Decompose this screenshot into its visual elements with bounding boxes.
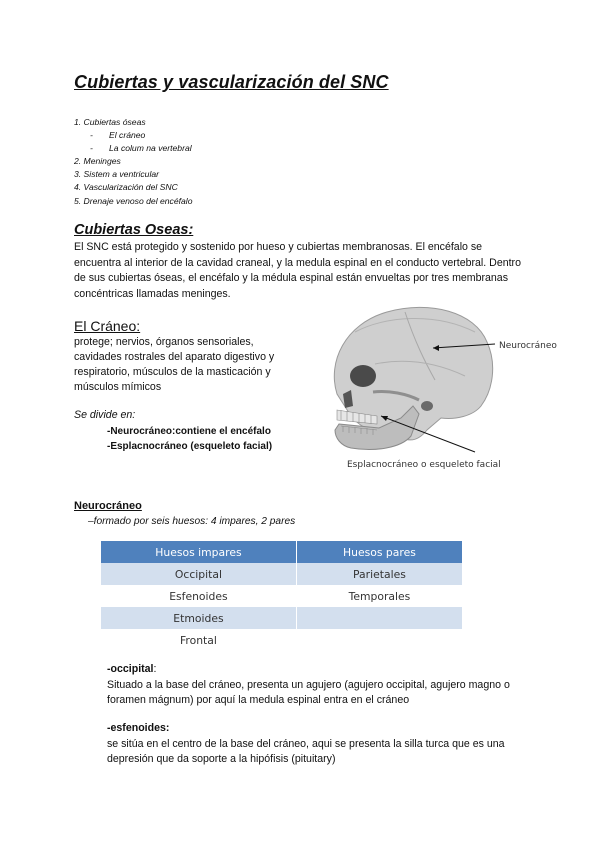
table-cell: Temporales [296, 585, 462, 607]
table-row [101, 563, 463, 585]
section-heading-craneo: El Cráneo: [74, 318, 141, 334]
table-cell: Occipital [101, 563, 296, 585]
toc-subitem-label: La colum na vertebral [109, 143, 192, 154]
table-cell [296, 607, 462, 629]
esfenoides-label: -esfenoides: [107, 722, 170, 734]
figure-label-neurocraneo: Neurocráneo [499, 341, 557, 351]
table-header-cell: Huesos pares [296, 541, 462, 563]
occipital-block [107, 662, 537, 709]
table-cell: Etmoides [101, 607, 296, 629]
section-body-craneo: protege; nervios, órganos sensoriales, cavidades rostrales del aparato digestivo y respiratorio, músculos de la masticación y músculos mímicos [74, 336, 275, 393]
table-cell: Parietales [296, 563, 462, 585]
toc-subitem [74, 142, 192, 155]
se-divide-label: Se divide en: [74, 409, 136, 421]
section-heading-oseas: Cubiertas Oseas: [74, 222, 194, 238]
table-of-contents [74, 116, 192, 208]
toc-item: 3. Sistem a ventricular [74, 169, 160, 180]
document-title: Cubiertas y vascularización del SNC [74, 72, 389, 92]
occipital-label: -occipital [107, 663, 154, 675]
toc-item: 1. Cubiertas óseas [74, 117, 146, 127]
toc-dash: - [90, 143, 93, 154]
toc-item: 5. Drenaje venoso del encéfalo [74, 195, 193, 206]
table-cell: Frontal [101, 629, 296, 651]
skull-figure [315, 302, 580, 474]
table-header-cell: Huesos impares [101, 541, 296, 563]
table-cell: Esfenoides [101, 585, 296, 607]
esfenoides-block [107, 721, 537, 768]
table-cell [296, 629, 462, 651]
esfenoides-body: se sitúa en el centro de la base del cráneo, aqui se presenta la silla turca que es una depresión que da soporte a la hipófisis (pituitary) [107, 737, 505, 765]
division-list [107, 424, 272, 454]
toc-dash: - [90, 130, 93, 141]
division-item: -Esplacnocráneo (esqueleto facial) [107, 441, 273, 452]
occipital-body: Situado a la base del cráneo, presenta un agujero (agujero occipital, agujero magno o foramen mágnum) por aquí la medula espinal entra en el cráneo [107, 678, 510, 706]
toc-subitem-label: El cráneo [109, 130, 146, 141]
toc-item: 2. Meninges [74, 156, 121, 167]
table-row [101, 629, 463, 651]
figure-label-esplacnocraneo: Esplacnocráneo o esqueleto facial [347, 460, 501, 470]
section-body-oseas: El SNC está protegido y sostenido por hueso y cubiertas membranosas. El encéfalo se encuentra al interior de la cavidad craneal, y la medula espinal en el conducto vertebral. Dentro de sus cubiertas óseas, el encéfalo y la médula espinal están envueltas por tres membranas concéntricas llamadas meninges. [74, 241, 521, 300]
table-row [101, 585, 463, 607]
occipital-label-line [107, 662, 537, 678]
neurocraneo-heading: Neurocráneo [74, 500, 142, 512]
occipital-colon: : [153, 663, 157, 675]
table-header-row [101, 541, 463, 563]
division-item: -Neurocráneo:contiene el encéfalo [107, 426, 271, 437]
bones-table [101, 541, 463, 651]
toc-subitem [74, 129, 192, 142]
table-row [101, 607, 463, 629]
neurocraneo-subtitle: –formado por seis huesos: 4 impares, 2 pares [88, 516, 296, 527]
toc-item: 4. Vascularización del SNC [74, 182, 178, 193]
